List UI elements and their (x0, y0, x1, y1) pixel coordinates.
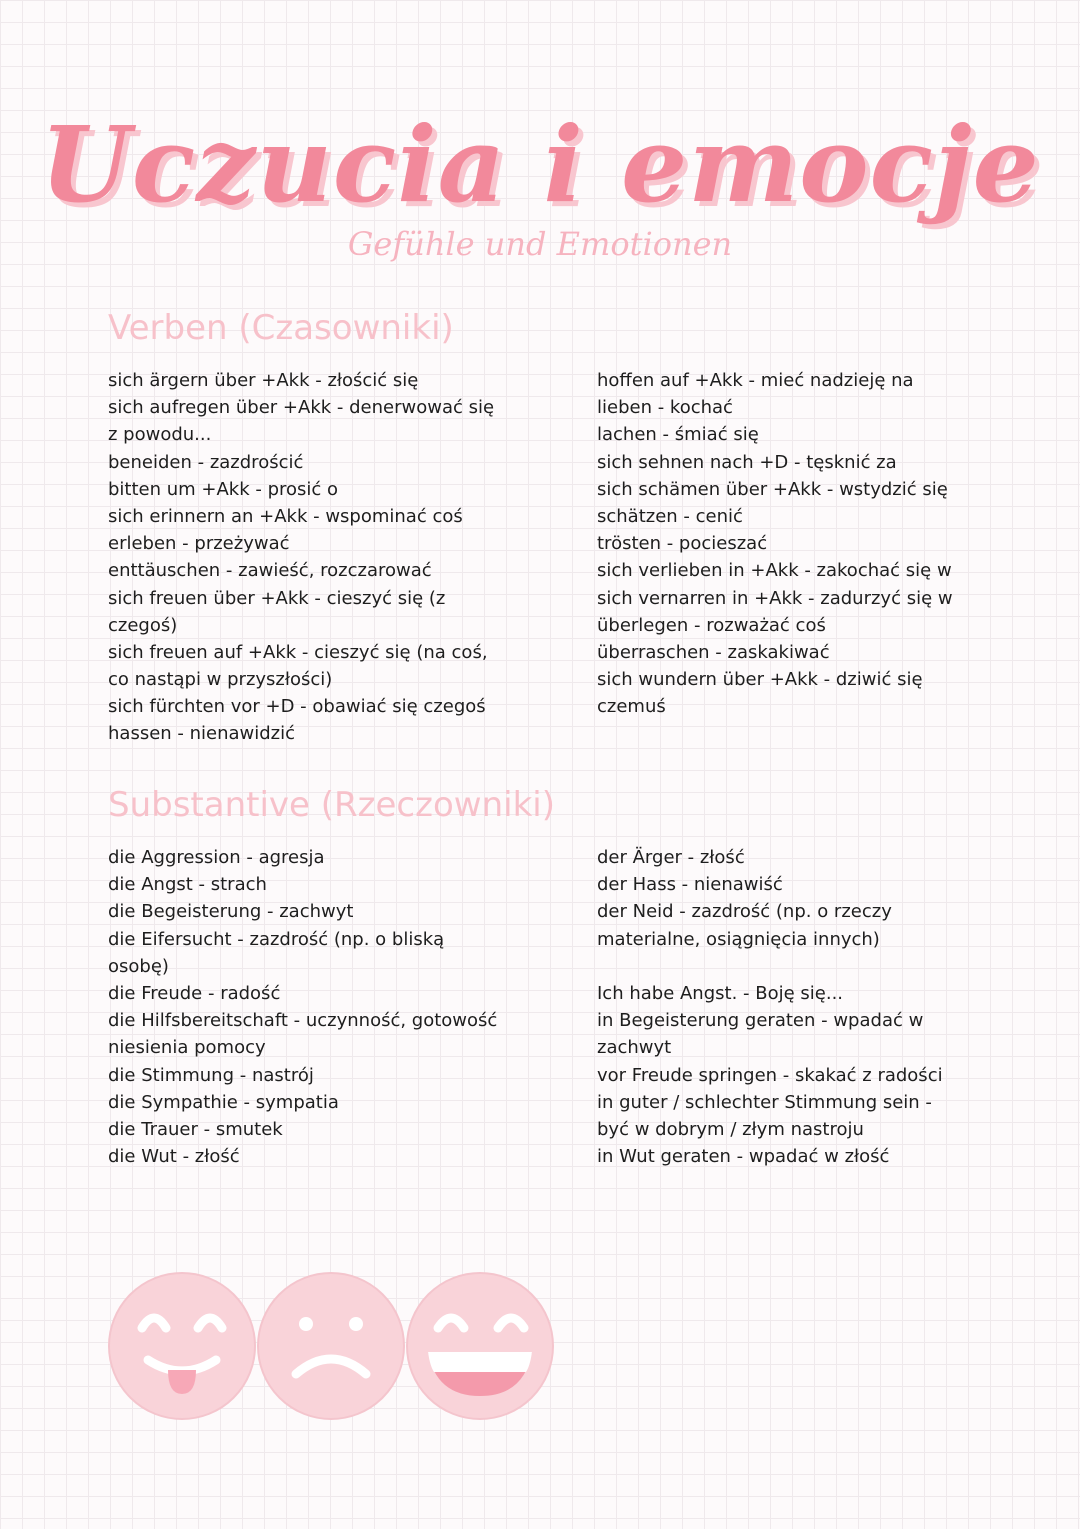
vocab-line: sich freuen auf +Akk - cieszyć się (na coś, (108, 641, 488, 663)
vocab-line: czegoś) (108, 614, 178, 636)
vocab-line: die Wut - złość (108, 1146, 240, 1168)
vocab-line: hoffen auf +Akk - mieć nadzieję na (597, 370, 914, 391)
vocab-line: die Begeisterung - zachwyt (108, 901, 354, 923)
vocab-line: hassen - nienawidzić (108, 723, 296, 745)
sad-face-icon (258, 1273, 404, 1419)
verbs-left-column (108, 367, 548, 748)
vocab-line: być w dobrym / złym nastroju (597, 1118, 864, 1140)
vocab-line: in Wut geraten - wpadać w złość (597, 1146, 890, 1168)
vocab-line: sich freuen über +Akk - cieszyć się (z (108, 587, 446, 609)
vocab-line: vor Freude springen - skakać z radości (597, 1064, 943, 1086)
page-subtitle: Gefühle und Emotionen (347, 225, 733, 263)
vocab-line: sich wundern über +Akk - dziwić się (597, 669, 923, 691)
vocab-line: sich fürchten vor +D - obawiać się czegoś (108, 696, 486, 718)
vocab-line: co nastąpi w przyszłości) (108, 669, 333, 691)
vocab-line: czemuś (597, 696, 666, 718)
vocab-line: trösten - pocieszać (597, 533, 768, 555)
nouns-heading: Substantive (Rzeczowniki) (108, 785, 555, 825)
vocab-line: sich vernarren in +Akk - zadurzyć się w (597, 587, 953, 609)
vocab-line: der Neid - zazdrość (np. o rzeczy (597, 901, 892, 923)
page-title: Uczucia i emocje (40, 103, 1040, 226)
vocab-line: sich erinnern an +Akk - wspominać coś (108, 505, 463, 527)
vocab-line: osobę) (108, 955, 169, 977)
vocab-line: die Sympathie - sympatia (108, 1091, 339, 1113)
vocab-line: enttäuschen - zawieść, rozczarować (108, 560, 432, 582)
vocab-line: sich schämen über +Akk - wstydzić się (597, 478, 948, 500)
verbs-heading: Verben (Czasowniki) (108, 308, 454, 348)
nouns-left-column (108, 844, 548, 1170)
vocab-line: sich verlieben in +Akk - zakochać się w (597, 560, 952, 582)
vocab-line: sich aufregen über +Akk - denerwować się (108, 397, 495, 419)
vocab-line: in Begeisterung geraten - wpadać w (597, 1010, 924, 1032)
vocab-line: niesienia pomocy (108, 1037, 266, 1059)
vocab-line: die Eifersucht - zazdrość (np. o bliską (108, 928, 445, 950)
vocab-line: lachen - śmiać się (597, 424, 759, 446)
vocab-line: bitten um +Akk - prosić o (108, 478, 339, 500)
vocab-line: der Ärger - złość (597, 847, 745, 868)
vocab-line: die Aggression - agresja (108, 847, 325, 868)
vocab-line: in guter / schlechter Stimmung sein - (597, 1091, 932, 1113)
laughing-face-icon (407, 1273, 553, 1419)
vocab-line: erleben - przeżywać (108, 533, 290, 555)
vocab-line: materialne, osiągnięcia innych) (597, 928, 880, 950)
vocab-line: sich ärgern über +Akk - złościć się (108, 370, 419, 391)
vocab-line: der Hass - nienawiść (597, 874, 783, 896)
vocab-line: z powodu... (108, 424, 212, 446)
vocab-line: die Angst - strach (108, 874, 267, 896)
vocab-line: sich sehnen nach +D - tęsknić za (597, 451, 897, 473)
tongue-out-face-icon (109, 1273, 255, 1419)
vocab-line: die Freude - radość (108, 982, 281, 1004)
emoji-faces (108, 1270, 568, 1430)
vocab-line (597, 953, 1037, 980)
vocab-line: beneiden - zazdrościć (108, 451, 304, 473)
vocab-line: zachwyt (597, 1037, 672, 1059)
vocab-line: überlegen - rozważać coś (597, 614, 826, 636)
vocab-line: überraschen - zaskakiwać (597, 641, 830, 663)
vocab-line: die Hilfsbereitschaft - uczynność, gotowość (108, 1010, 498, 1032)
vocab-line: die Stimmung - nastrój (108, 1064, 314, 1086)
emoji-faces-svg (108, 1270, 568, 1430)
vocab-line: lieben - kochać (597, 397, 733, 419)
verbs-right-column (597, 367, 1037, 720)
vocab-line: Ich habe Angst. - Boję się... (597, 982, 844, 1004)
nouns-right-column (597, 844, 1037, 1170)
vocab-line: die Trauer - smutek (108, 1118, 283, 1140)
vocab-line: schätzen - cenić (597, 505, 743, 527)
